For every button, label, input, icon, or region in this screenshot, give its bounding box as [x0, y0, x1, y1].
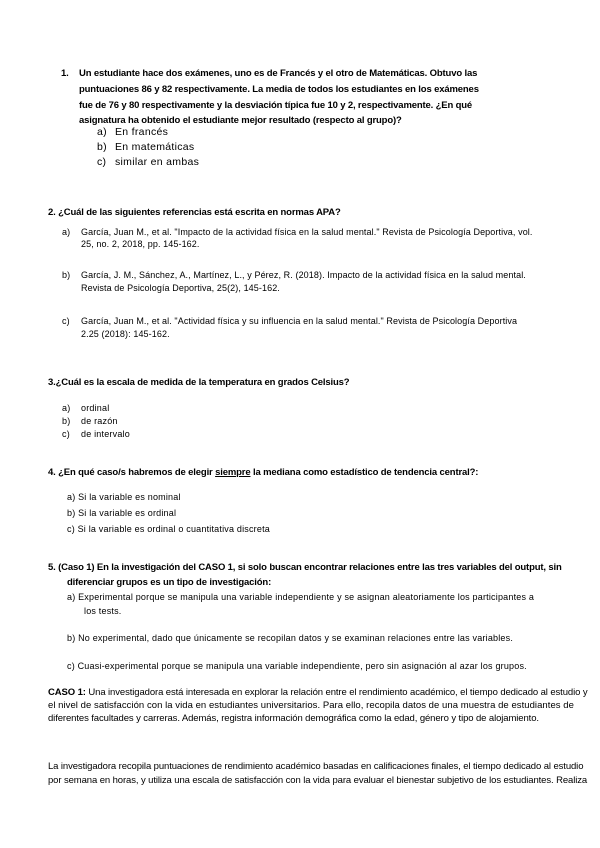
- q1-line-3: fue de 76 y 80 respectivamente y la desviación típica fue 10 y 2, respectivamente. ¿En qué: [79, 100, 473, 111]
- q2-option-a-line-1: García, Juan M., et al. "Impacto de la actividad física en la salud mental." Revista de Psicología Deportiva, vol.: [81, 227, 533, 237]
- q5-option-a-line-2: los tests.: [84, 606, 122, 616]
- q1-option-c: similar en ambas: [115, 156, 200, 168]
- q1-option-b: En matemáticas: [115, 141, 195, 153]
- q1-line-4: asignatura ha obtenido el estudiante mejor resultado (respecto al grupo)?: [79, 115, 402, 126]
- q4-title-before: 4. ¿En qué caso/s habremos de elegir: [48, 467, 216, 478]
- q5-title-line-1: 5. (Caso 1) En la investigación del CASO 1, si solo buscan encontrar relaciones entre las tres variables del output, sin: [48, 562, 562, 573]
- q2-option-c-line-2: 2.25 (2018): 145-162.: [81, 329, 170, 339]
- q2-option-b-line-2: Revista de Psicología Deportiva, 25(2), 145-162.: [81, 283, 280, 293]
- q3-option-b: de razón: [81, 416, 118, 426]
- q2-option-b-line-1: García, J. M., Sánchez, A., Martínez, L., y Pérez, R. (2018). Impacto de la actividad física en la salud mental.: [81, 270, 526, 280]
- q2-title: 2. ¿Cuál de las siguientes referencias está escrita en normas APA?: [48, 207, 341, 218]
- case1-line-3: diferentes facultades y carreras. Además, registra información demográfica como la edad, género y tipo de alojamiento.: [48, 713, 539, 724]
- q1-option-a-letter: a): [97, 126, 107, 138]
- q5-option-b: b) No experimental, dado que únicamente se recopilan datos y se examinan relaciones entre las variables.: [67, 633, 514, 643]
- q2-option-b-letter: b): [62, 270, 71, 280]
- q1-line-2: puntuaciones 86 y 82 respectivamente. La media de todos los estudiantes en los exámenes: [79, 84, 479, 95]
- q5-option-c: c) Cuasi-experimental porque se manipula una variable independiente, pero sin asignación al azar los grupos.: [67, 661, 527, 671]
- q1-number: 1.: [61, 68, 69, 79]
- case1-line-1: [48, 687, 587, 698]
- q3-option-a-letter: a): [62, 403, 71, 413]
- q4-title-underlined: siempre: [215, 467, 251, 478]
- case1-label: CASO 1:: [48, 687, 86, 698]
- case1-line-1-text: Una investigadora está interesada en explorar la relación entre el rendimiento académico, el tiempo dedicado al estudio y: [85, 687, 588, 698]
- q5-option-a-line-1: a) Experimental porque se manipula una variable independiente y se asignan aleatoriamente los participantes a: [67, 592, 535, 602]
- paragraph-line-2: por semana en horas, y utiliza una escala de satisfacción con la vida para evaluar el bienestar subjetivo de los estudiantes. Realiza: [48, 775, 588, 786]
- q4-title-after: la mediana como estadístico de tendencia central?:: [250, 467, 479, 478]
- q2-option-c-letter: c): [62, 316, 70, 326]
- q3-title: 3.¿Cuál es la escala de medida de la temperatura en grados Celsius?: [48, 377, 350, 388]
- q1-line-1: Un estudiante hace dos exámenes, uno es de Francés y el otro de Matemáticas. Obtuvo las: [79, 68, 478, 79]
- q3-option-c: de intervalo: [81, 429, 130, 439]
- q3-option-c-letter: c): [62, 429, 70, 439]
- q4-option-a: a) Si la variable es nominal: [67, 492, 181, 502]
- q5-title-line-2: diferenciar grupos es un tipo de investigación:: [67, 577, 272, 588]
- case1-line-2: el nivel de satisfacción con la vida en estudiantes universitarios. Para ello, recopila datos de una muestra de estudiantes de: [48, 700, 574, 711]
- paragraph-line-1: La investigadora recopila puntuaciones de rendimiento académico basadas en calificaciones finales, el tiempo dedicado al estudio: [48, 761, 584, 772]
- q3-option-b-letter: b): [62, 416, 71, 426]
- q2-option-a-line-2: 25, no. 2, 2018, pp. 145-162.: [81, 239, 200, 249]
- q4-option-b: b) Si la variable es ordinal: [67, 508, 177, 518]
- q1-option-b-letter: b): [97, 141, 107, 153]
- q4-option-c: c) Si la variable es ordinal o cuantitativa discreta: [67, 524, 270, 534]
- q2-option-a-letter: a): [62, 227, 71, 237]
- q3-option-a: ordinal: [81, 403, 110, 413]
- q1-option-a: En francés: [115, 126, 169, 138]
- q4-title: [48, 467, 478, 478]
- q1-option-c-letter: c): [97, 156, 107, 168]
- q2-option-c-line-1: García, Juan M., et al. "Actividad física y su influencia en la salud mental." Revista de Psicología Deportiva: [81, 316, 518, 326]
